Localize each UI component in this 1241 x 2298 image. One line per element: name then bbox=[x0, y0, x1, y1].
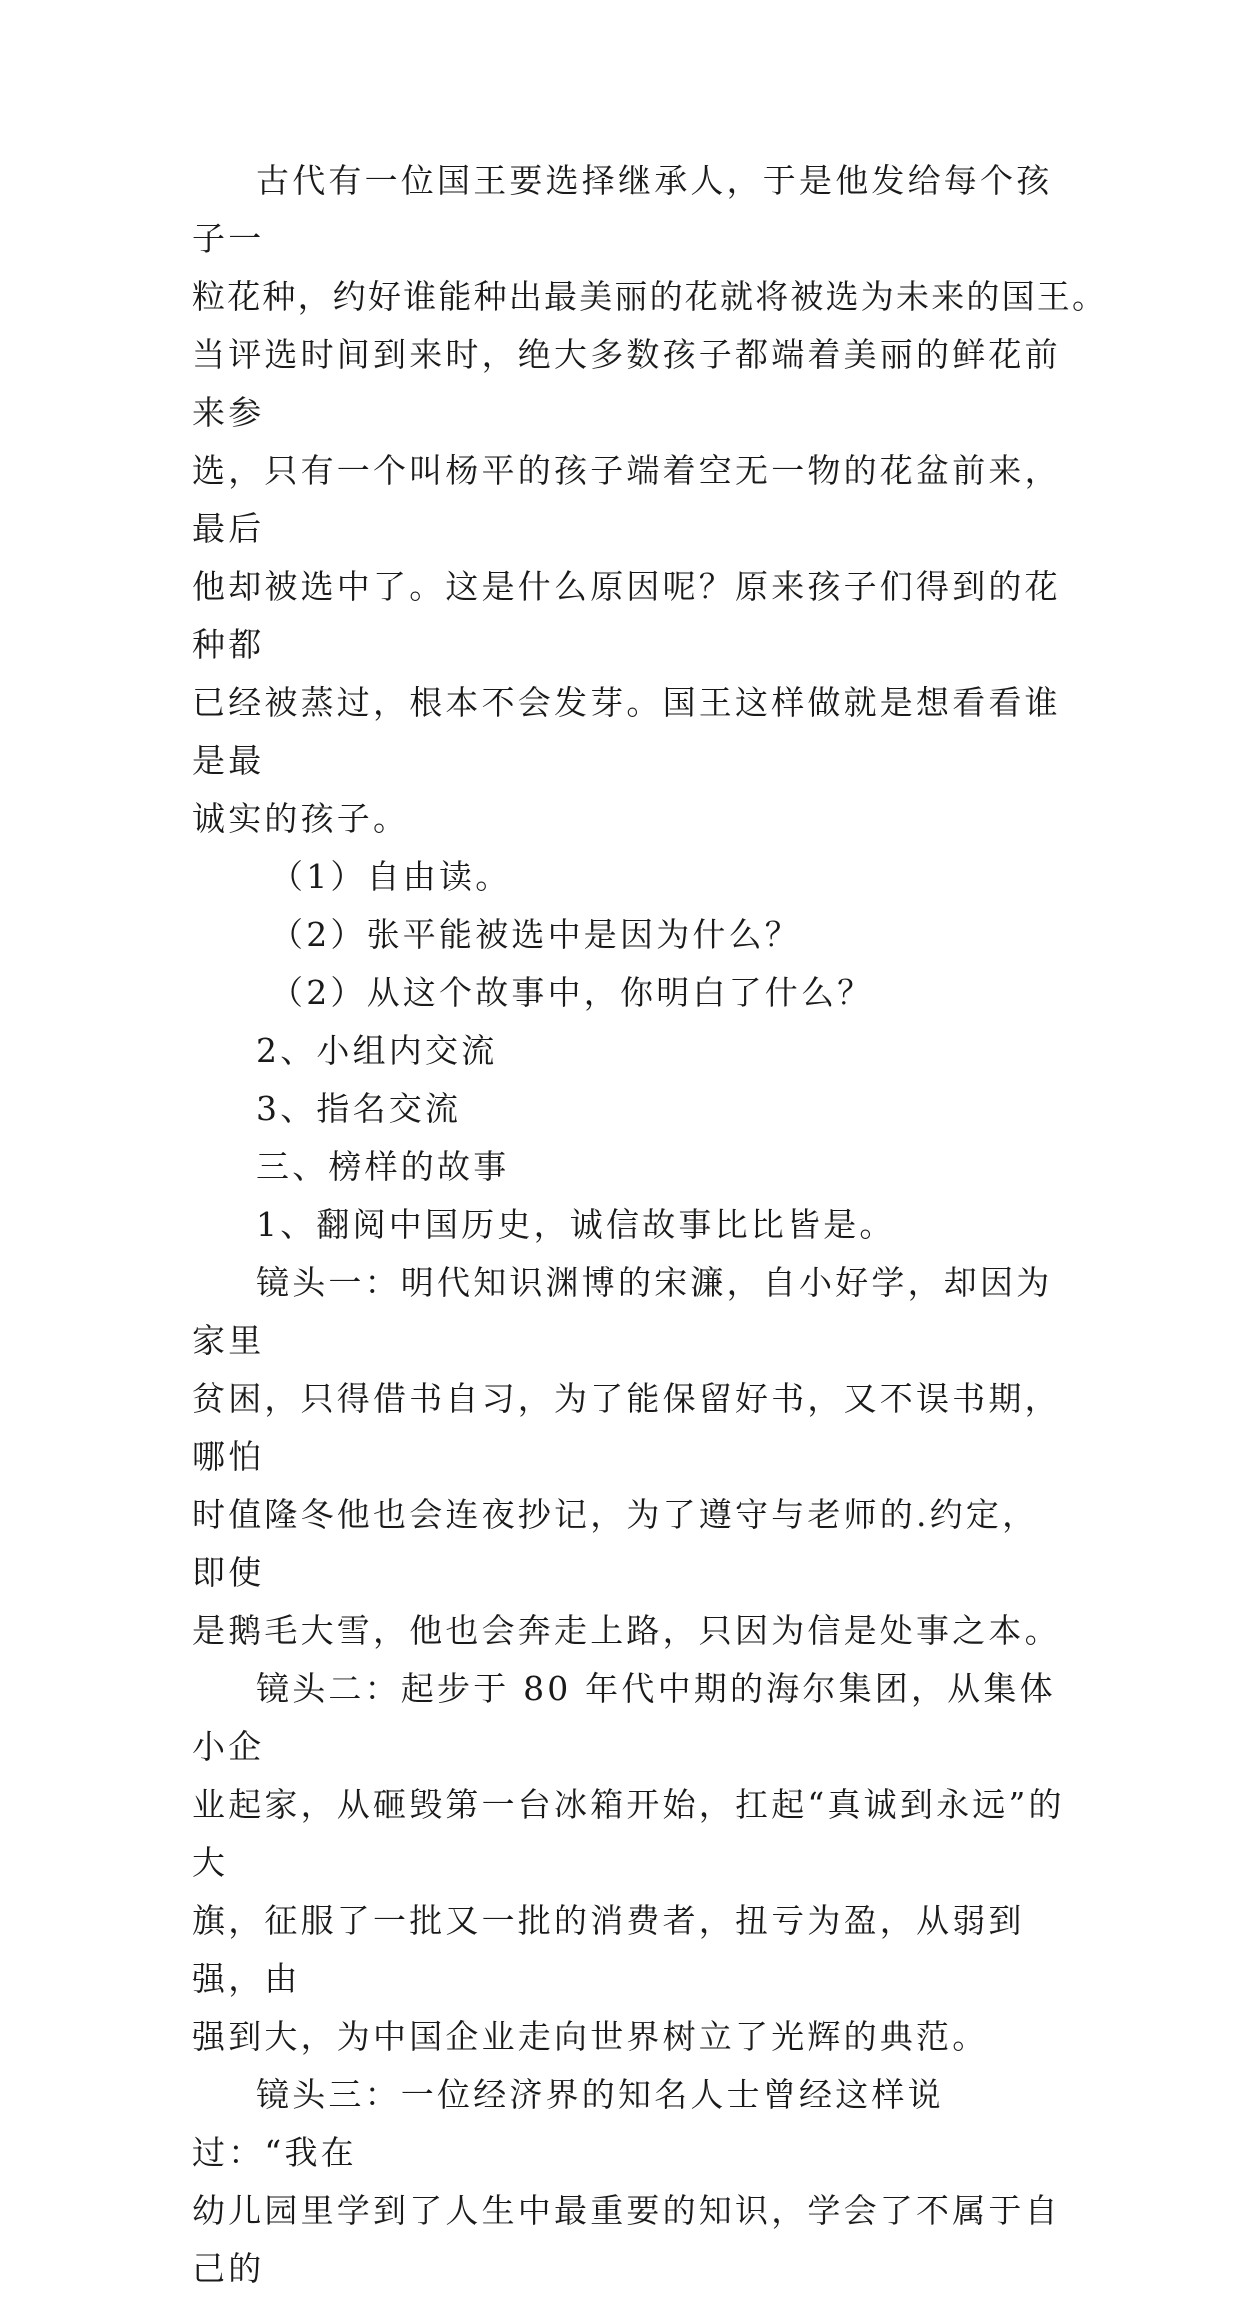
step-item: 3、指名交流 bbox=[256, 1089, 462, 1128]
section-heading: 三、榜样的故事 bbox=[256, 1147, 510, 1186]
question-item: （1）自由读。 bbox=[270, 857, 512, 896]
document-page bbox=[192, 152, 1108, 2298]
text-line: 粒花种，约好谁能种出最美丽的花就将被选为未来的国王。 bbox=[192, 277, 1108, 316]
scene-two-paragraph bbox=[192, 1660, 1072, 2066]
text-line: 古代有一位国王要选择继承人，于是他发给每个孩子一 bbox=[192, 161, 1053, 258]
text-line: 已经被蒸过，根本不会发芽。国王这样做就是想看看谁是最 bbox=[192, 683, 1061, 780]
text-line: 他却被选中了。这是什么原因呢？原来孩子们得到的花种都 bbox=[192, 567, 1061, 664]
scene-one-paragraph bbox=[192, 1254, 1072, 1660]
text-line: 选，只有一个叫杨平的孩子端着空无一物的花盆前来，最后 bbox=[192, 451, 1061, 548]
text-line: 镜头三：一位经济界的知名人士曾经这样说过：“我在 bbox=[192, 2075, 944, 2172]
text-line: 镜头一：明代知识渊博的宋濂，自小好学，却因为家里 bbox=[192, 1263, 1053, 1360]
text-line: 镜头二：起步于 80 年代中期的海尔集团，从集体小企 bbox=[192, 1669, 1056, 1766]
text-line: 幼儿园里学到了人生中最重要的知识，学会了不属于自己的 bbox=[192, 2191, 1061, 2288]
question-item: （2）从这个故事中，你明白了什么？ bbox=[270, 973, 874, 1012]
story-paragraph bbox=[192, 152, 1108, 848]
text-line: 诚实的孩子。 bbox=[192, 799, 410, 838]
text-line: 时值隆冬他也会连夜抄记，为了遵守与老师的.约定，即使 bbox=[192, 1495, 1039, 1592]
text-line: 贫困，只得借书自习，为了能保留好书，又不误书期，哪怕 bbox=[192, 1379, 1061, 1476]
text-line: 是鹅毛大雪，他也会奔走上路，只因为信是处事之本。 bbox=[192, 1611, 1061, 1650]
text-line: 当评选时间到来时，绝大多数孩子都端着美丽的鲜花前来参 bbox=[192, 335, 1061, 432]
question-item: （2）张平能被选中是因为什么？ bbox=[270, 915, 801, 954]
text-line: 旗，征服了一批又一批的消费者，扭亏为盈，从弱到强，由 bbox=[192, 1901, 1025, 1998]
text-line: 强到大，为中国企业走向世界树立了光辉的典范。 bbox=[192, 2017, 989, 2056]
scene-three-paragraph bbox=[192, 2066, 1072, 2298]
text-line: 业起家，从砸毁第一台冰箱开始，扛起“真诚到永远”的大 bbox=[192, 1785, 1065, 1882]
step-item: 2、小组内交流 bbox=[256, 1031, 498, 1070]
step-item: 1、翻阅中国历史，诚信故事比比皆是。 bbox=[256, 1205, 896, 1244]
